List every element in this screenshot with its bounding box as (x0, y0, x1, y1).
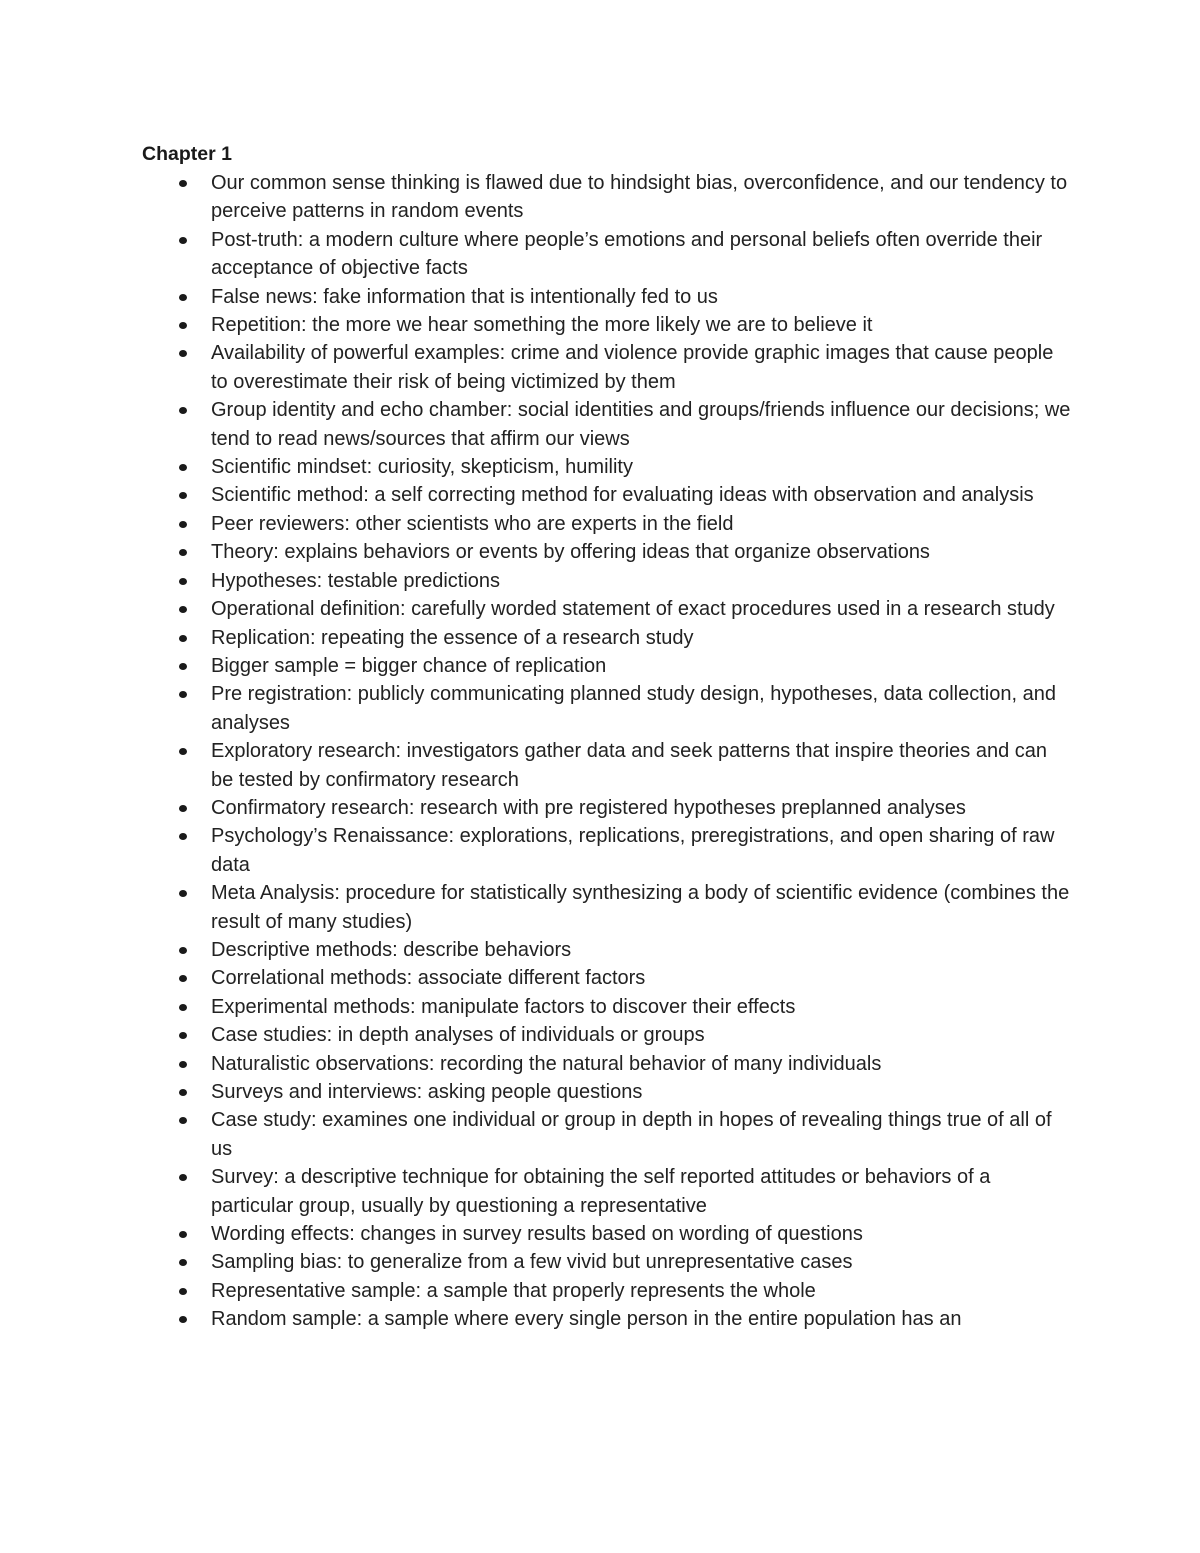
notes-list (142, 169, 1072, 1334)
list-item (142, 822, 1072, 879)
list-item (142, 510, 1072, 538)
list-item-text: Exploratory research: investigators gather data and seek patterns that inspire theories and can be tested by confirmatory research (211, 740, 1048, 791)
list-item-text: Case study: examines one individual or group in depth in hopes of revealing things true of all of us (211, 1109, 1052, 1160)
bullet-icon (179, 1174, 187, 1181)
bullet-icon (179, 606, 187, 613)
list-item (142, 680, 1072, 737)
list-item (142, 481, 1072, 509)
bullet-icon (179, 237, 187, 244)
list-item-text: Repetition: the more we hear something the more likely we are to believe it (211, 314, 873, 337)
list-item (142, 169, 1072, 226)
list-item-text: Random sample: a sample where every single person in the entire population has an (211, 1308, 962, 1331)
list-item (142, 624, 1072, 652)
list-item (142, 993, 1072, 1021)
bullet-icon (179, 464, 187, 471)
bullet-icon (179, 1288, 187, 1295)
list-item-text: Surveys and interviews: asking people questions (211, 1081, 643, 1103)
bullet-icon (179, 890, 187, 897)
bullet-icon (179, 578, 187, 585)
list-item-text: False news: fake information that is intentionally fed to us (211, 285, 718, 308)
list-item-text: Our common sense thinking is flawed due to hindsight bias, overconfidence, and our tendency to perceive patterns in random events (211, 172, 1068, 223)
list-item-text: Hypotheses: testable predictions (211, 569, 501, 592)
list-item (142, 879, 1072, 936)
list-item (142, 936, 1072, 964)
list-item-text: Scientific method: a self correcting method for evaluating ideas with observation and analysis (211, 484, 1034, 507)
list-item-text: Confirmatory research: research with pre registered hypotheses preplanned analyses (211, 796, 966, 819)
list-item-text: Pre registration: publicly communicating planned study design, hypotheses, data collection, and analyses (211, 683, 1056, 734)
list-item-text: Wording effects: changes in survey results based on wording of questions (211, 1223, 863, 1246)
list-item-text: Naturalistic observations: recording the natural behavior of many individuals (211, 1052, 882, 1075)
bullet-icon (179, 1316, 187, 1323)
bullet-icon (179, 947, 187, 954)
list-item-text: Post-truth: a modern culture where people’s emotions and personal beliefs often override their acceptance of objective facts (211, 228, 1043, 280)
list-item (142, 1277, 1072, 1305)
list-item-text: Case studies: in depth analyses of individuals or groups (211, 1024, 705, 1047)
list-item-text: Scientific mindset: curiosity, skepticism, humility (211, 456, 633, 479)
list-item (142, 1078, 1072, 1106)
bullet-icon (179, 180, 187, 187)
bullet-icon (179, 1117, 187, 1124)
bullet-icon (179, 663, 187, 670)
list-item-text: Replication: repeating the essence of a research study (211, 626, 694, 649)
list-item (142, 311, 1072, 339)
list-item-text: Peer reviewers: other scientists who are experts in the field (211, 512, 734, 535)
list-item-text: Representative sample: a sample that properly represents the whole (211, 1279, 816, 1302)
chapter-heading: Chapter 1 (142, 143, 232, 165)
list-item (142, 1220, 1072, 1248)
bullet-icon (179, 1061, 187, 1068)
bullet-icon (179, 492, 187, 499)
list-item (142, 794, 1072, 822)
list-item (142, 283, 1072, 311)
list-item (142, 737, 1072, 794)
bullet-icon (179, 407, 187, 414)
list-item (142, 595, 1072, 623)
list-item (142, 453, 1072, 481)
list-item-text: Survey: a descriptive technique for obtaining the self reported attitudes or behaviors of a particular group, usually by questioning a representative (211, 1166, 991, 1217)
bullet-icon (179, 1231, 187, 1238)
bullet-icon (179, 691, 187, 698)
document-page (142, 140, 1072, 1334)
list-item (142, 339, 1072, 396)
bullet-icon (179, 635, 187, 642)
bullet-icon (179, 549, 187, 556)
bullet-icon (179, 1004, 187, 1011)
list-item (142, 567, 1072, 595)
list-item (142, 1248, 1072, 1276)
list-item (142, 226, 1072, 283)
list-item (142, 1106, 1072, 1163)
list-item (142, 964, 1072, 992)
list-item-text: Availability of powerful examples: crime and violence provide graphic images that cause people to overestimate their risk of being victimized by them (211, 342, 1054, 393)
list-item-text: Experimental methods: manipulate factors to discover their effects (211, 995, 796, 1018)
list-item-text: Psychology’s Renaissance: explorations, replications, preregistrations, and open sharing of raw data (211, 825, 1055, 876)
list-item-text: Correlational methods: associate different factors (211, 967, 646, 990)
bullet-icon (179, 1089, 187, 1096)
list-item (142, 652, 1072, 680)
list-item-text: Bigger sample = bigger chance of replication (211, 654, 607, 677)
bullet-icon (179, 322, 187, 329)
list-item-text: Meta Analysis: procedure for statistically synthesizing a body of scientific evidence (combines the result of many studies) (211, 882, 1070, 933)
bullet-icon (179, 350, 187, 357)
list-item-text: Theory: explains behaviors or events by offering ideas that organize observations (211, 541, 930, 564)
list-item (142, 1163, 1072, 1220)
bullet-icon (179, 294, 187, 301)
list-item (142, 1305, 1072, 1333)
bullet-icon (179, 833, 187, 840)
bullet-icon (179, 1259, 187, 1266)
bullet-icon (179, 1032, 187, 1039)
list-item-text: Group identity and echo chamber: social identities and groups/friends influence our decisions; we tend to read news/sources that affirm our views (211, 399, 1071, 450)
bullet-icon (179, 521, 187, 528)
list-item (142, 1021, 1072, 1049)
list-item (142, 538, 1072, 566)
bullet-icon (179, 805, 187, 812)
list-item-text: Operational definition: carefully worded statement of exact procedures used in a research study (211, 598, 1055, 621)
list-item-text: Sampling bias: to generalize from a few vivid but unrepresentative cases (211, 1251, 853, 1274)
list-item (142, 396, 1072, 453)
bullet-icon (179, 748, 187, 755)
list-item (142, 1050, 1072, 1078)
list-item-text: Descriptive methods: describe behaviors (211, 938, 572, 961)
bullet-icon (179, 975, 187, 982)
